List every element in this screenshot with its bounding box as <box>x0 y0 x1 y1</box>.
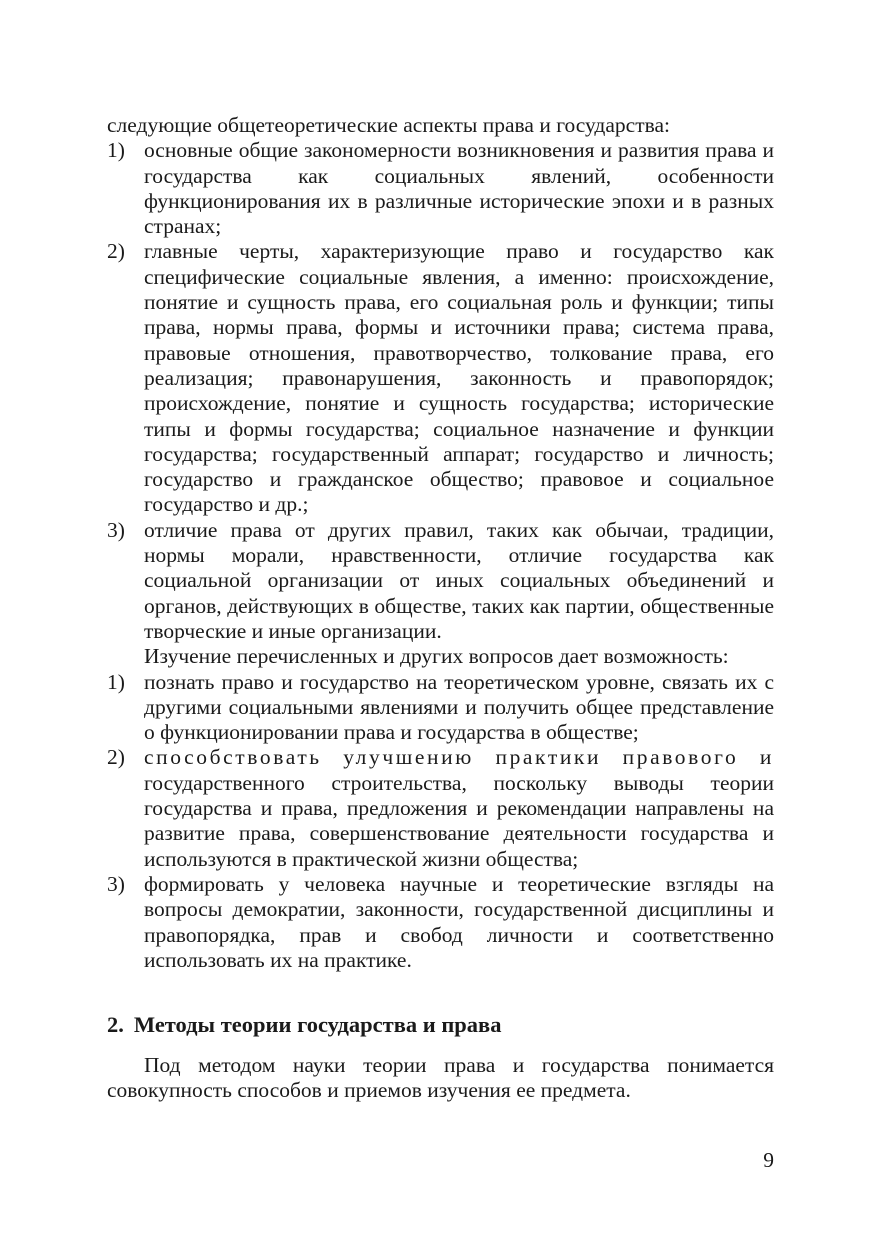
list-item-text: отличие права от других правил, таких как обычаи, традиции, нормы морали, нравственности, отличие государства как социальной организации от иных социальных объединений и органов, действующих в обществе, таких как партии, общественные творческие и иные организации. <box>144 517 774 643</box>
list-item-text-rest: государственного строительства, поскольку выводы теории государства и права, предложения и рекомендации направлены на развитие права, совершенствование деятельности государства и используются в практической жизни общества; <box>144 770 774 871</box>
section-heading <box>107 1011 774 1039</box>
list-item-text: познать право и государство на теоретическом уровне, связать их с другими социальными явлениями и получить общее представление о функционировании права и государства в обществе; <box>144 669 774 745</box>
list-item-number: 1) <box>107 138 125 163</box>
list-item-number: 1) <box>107 669 125 694</box>
list-item-text <box>144 745 774 870</box>
possibilities-list <box>107 670 774 974</box>
list-item-text: основные общие закономерности возникновения и развития права и государства как социальных явлений, особенности функционирования их в различные исторические эпохи и в разных странах; <box>144 138 774 239</box>
list-item <box>107 872 774 973</box>
list-item-text: главные черты, характеризующие право и государство как специфические социальные явления, а именно: происхождение, понятие и сущность права, его социальная роль и функции; типы права, нормы права, формы и источники права; система права, правовые отношения, правотворчество, толкование права, его реализация; правонарушения, законность и правопорядок; происхождение, понятие и сущность государства; исторические типы и формы государства; социальное назначение и функции государства; государственный аппарат; государство и личность; государство и гражданское общество; правовое и социальное государство и др.; <box>144 239 774 517</box>
list-item <box>107 670 774 746</box>
list-item-number: 3) <box>107 517 125 542</box>
list-item-number: 2) <box>107 745 125 770</box>
list-item-number: 3) <box>107 871 125 896</box>
page-number: 9 <box>763 1148 774 1172</box>
list-item <box>107 518 774 644</box>
study-paragraph: Изучение перечисленных и других вопросов дает возможность: <box>144 644 729 669</box>
section-number: 2. <box>107 1012 124 1038</box>
page-content <box>107 113 774 1104</box>
intro-paragraph: следующие общетеоретические аспекты права и государства: <box>107 113 670 137</box>
list-item-text: формировать у человека научные и теоретические взгляды на вопросы демократии, законности, государственной дисциплины и правопорядка, прав и свобод личности и соответственно использовать их на практике. <box>144 871 774 972</box>
aspects-list <box>107 138 774 644</box>
list-item <box>107 239 774 517</box>
list-item <box>107 745 774 871</box>
section-title: Методы теории государства и права <box>133 1012 502 1038</box>
list-item-number: 2) <box>107 239 125 264</box>
list-item-text-spaced-lead: способствовать улучшению практики правового и <box>144 745 774 770</box>
list-item <box>107 138 774 239</box>
method-paragraph: Под методом науки теории права и государства понимается совокупность способов и приемов изучения ее предмета. <box>107 1053 774 1103</box>
